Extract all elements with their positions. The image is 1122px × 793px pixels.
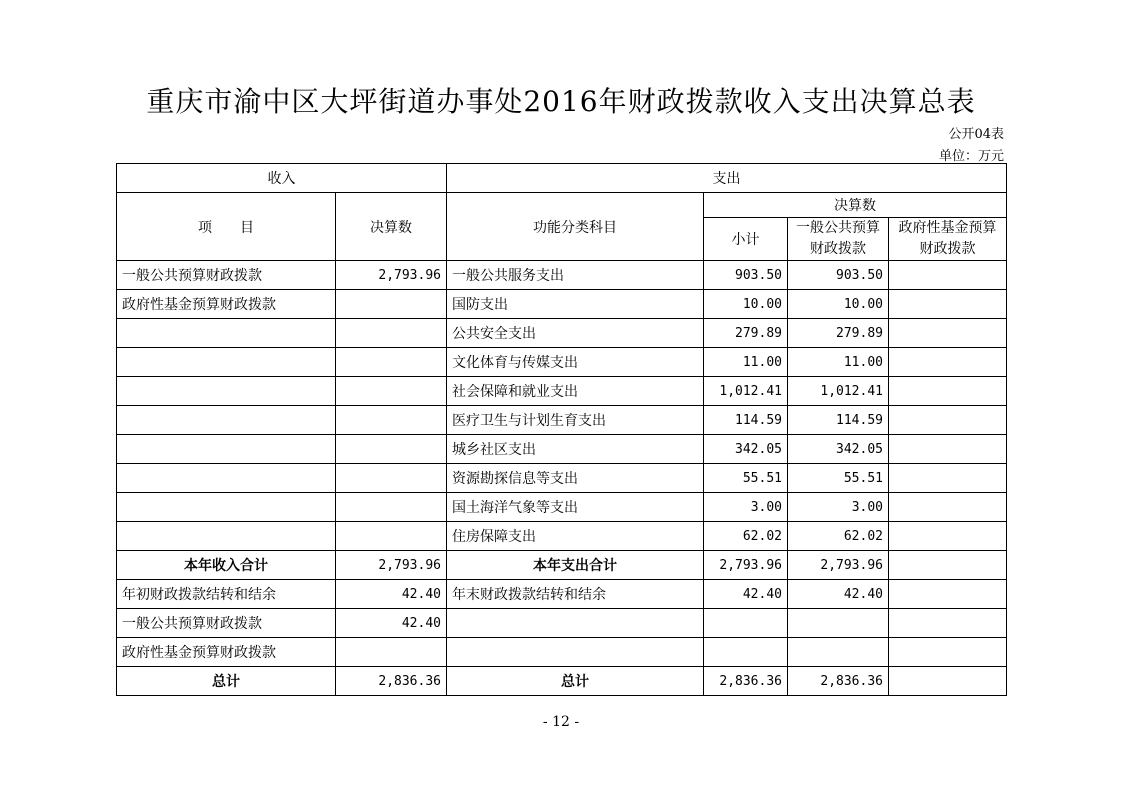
header-row-1	[117, 164, 1007, 193]
income-amount-cell	[336, 493, 447, 522]
expenditure-item-cell: 一般公共服务支出	[447, 261, 704, 290]
income-item-cell	[117, 522, 336, 551]
table-row	[117, 348, 1007, 377]
subtotal-cell: 55.51	[704, 464, 788, 493]
expenditure-item-cell: 国防支出	[447, 290, 704, 319]
income-amount-cell: 2,793.96	[336, 261, 447, 290]
general-budget-cell: 11.00	[788, 348, 889, 377]
subtotal-cell: 11.00	[704, 348, 788, 377]
subtotal-cell: 114.59	[704, 406, 788, 435]
expenditure-item-cell: 城乡社区支出	[447, 435, 704, 464]
subtotal-cell: 10.00	[704, 290, 788, 319]
general-budget-cell: 10.00	[788, 290, 889, 319]
table-row	[117, 493, 1007, 522]
income-item-cell	[117, 435, 336, 464]
expenditure-item-cell: 资源勘探信息等支出	[447, 464, 704, 493]
fund-budget-cell	[889, 638, 1007, 667]
fund-budget-cell	[889, 580, 1007, 609]
page-number: - 12 -	[542, 714, 580, 730]
fund-budget-cell	[889, 319, 1007, 348]
unit-label: 单位：万元	[938, 149, 1004, 164]
income-amount-cell: 2,793.96	[336, 551, 447, 580]
table-row	[117, 522, 1007, 551]
table-row	[117, 319, 1007, 348]
income-amount-cell	[336, 319, 447, 348]
general-budget-cell: 3.00	[788, 493, 889, 522]
general-budget-cell: 55.51	[788, 464, 889, 493]
subtotal-cell: 279.89	[704, 319, 788, 348]
final-amount-header: 决算数	[336, 193, 447, 261]
income-item-cell	[117, 406, 336, 435]
general-budget-cell: 342.05	[788, 435, 889, 464]
subtotal-cell: 1,012.41	[704, 377, 788, 406]
income-item-cell: 政府性基金预算财政拨款	[117, 638, 336, 667]
general-budget-cell: 42.40	[788, 580, 889, 609]
income-item-cell: 总计	[117, 667, 336, 696]
general-budget-cell: 279.89	[788, 319, 889, 348]
table-row	[117, 290, 1007, 319]
table-row	[117, 261, 1007, 290]
table-row	[117, 406, 1007, 435]
subtotal-cell: 903.50	[704, 261, 788, 290]
fund-budget-cell	[889, 406, 1007, 435]
fund-budget-cell	[889, 522, 1007, 551]
expenditure-item-cell	[447, 609, 704, 638]
fund-budget-cell	[889, 667, 1007, 696]
expenditure-item-cell: 公共安全支出	[447, 319, 704, 348]
fund-budget-cell	[889, 348, 1007, 377]
fund-budget-cell	[889, 464, 1007, 493]
table-row	[117, 580, 1007, 609]
subtotal-cell	[704, 609, 788, 638]
income-amount-cell	[336, 435, 447, 464]
header-row-2	[117, 193, 1007, 218]
general-budget-cell: 903.50	[788, 261, 889, 290]
income-item-cell	[117, 464, 336, 493]
function-category-header: 功能分类科目	[447, 193, 704, 261]
income-item-cell	[117, 319, 336, 348]
fund-budget-cell	[889, 435, 1007, 464]
expenditure-item-cell: 医疗卫生与计划生育支出	[447, 406, 704, 435]
fund-budget-cell	[889, 261, 1007, 290]
item-header: 项 目	[117, 193, 336, 261]
income-amount-cell: 42.40	[336, 609, 447, 638]
income-amount-cell: 42.40	[336, 580, 447, 609]
general-budget-cell: 1,012.41	[788, 377, 889, 406]
general-budget-cell	[788, 609, 889, 638]
table-row	[117, 551, 1007, 580]
table-row	[117, 435, 1007, 464]
fund-budget-cell	[889, 493, 1007, 522]
general-budget-cell: 62.02	[788, 522, 889, 551]
general-budget-cell: 2,793.96	[788, 551, 889, 580]
income-item-cell: 本年收入合计	[117, 551, 336, 580]
income-item-cell: 一般公共预算财政拨款	[117, 609, 336, 638]
expenditure-item-cell: 国土海洋气象等支出	[447, 493, 704, 522]
table-row	[117, 667, 1007, 696]
income-item-cell	[117, 493, 336, 522]
income-amount-cell: 2,836.36	[336, 667, 447, 696]
expenditure-item-cell: 本年支出合计	[447, 551, 704, 580]
table-row	[117, 377, 1007, 406]
income-item-cell: 政府性基金预算财政拨款	[117, 290, 336, 319]
subtotal-cell	[704, 638, 788, 667]
income-item-cell: 一般公共预算财政拨款	[117, 261, 336, 290]
subtotal-cell: 342.05	[704, 435, 788, 464]
subtotal-header: 小计	[704, 218, 788, 261]
expenditure-header: 支出	[447, 164, 1007, 193]
income-amount-cell	[336, 377, 447, 406]
income-amount-cell	[336, 406, 447, 435]
general-budget-cell: 2,836.36	[788, 667, 889, 696]
fund-budget-cell	[889, 377, 1007, 406]
fund-budget-cell	[889, 609, 1007, 638]
expenditure-item-cell: 年末财政拨款结转和结余	[447, 580, 704, 609]
expenditure-item-cell: 总计	[447, 667, 704, 696]
general-budget-header: 一般公共预算财政拨款	[788, 218, 889, 261]
income-amount-cell	[336, 464, 447, 493]
fund-budget-cell	[889, 551, 1007, 580]
table-body	[117, 164, 1007, 696]
income-item-cell	[117, 348, 336, 377]
income-item-cell: 年初财政拨款结转和结余	[117, 580, 336, 609]
income-amount-cell	[336, 348, 447, 377]
fund-budget-cell	[889, 290, 1007, 319]
expenditure-item-cell	[447, 638, 704, 667]
page-title: 重庆市渝中区大坪街道办事处2016年财政拨款收入支出决算总表	[146, 85, 976, 118]
table-row	[117, 464, 1007, 493]
income-header: 收入	[117, 164, 447, 193]
income-item-cell	[117, 377, 336, 406]
fund-budget-header: 政府性基金预算财政拨款	[889, 218, 1007, 261]
income-amount-cell	[336, 522, 447, 551]
expenditure-item-cell: 住房保障支出	[447, 522, 704, 551]
general-budget-cell	[788, 638, 889, 667]
subtotal-cell: 62.02	[704, 522, 788, 551]
income-amount-cell	[336, 290, 447, 319]
general-budget-cell: 114.59	[788, 406, 889, 435]
table-row	[117, 638, 1007, 667]
final-amount-group-header: 决算数	[704, 193, 1007, 218]
income-amount-cell	[336, 638, 447, 667]
expenditure-item-cell: 文化体育与传媒支出	[447, 348, 704, 377]
table-row	[117, 609, 1007, 638]
expenditure-item-cell: 社会保障和就业支出	[447, 377, 704, 406]
subtotal-cell: 2,836.36	[704, 667, 788, 696]
form-code: 公开04表	[948, 127, 1004, 142]
subtotal-cell: 3.00	[704, 493, 788, 522]
subtotal-cell: 2,793.96	[704, 551, 788, 580]
subtotal-cell: 42.40	[704, 580, 788, 609]
budget-table	[116, 163, 1007, 696]
